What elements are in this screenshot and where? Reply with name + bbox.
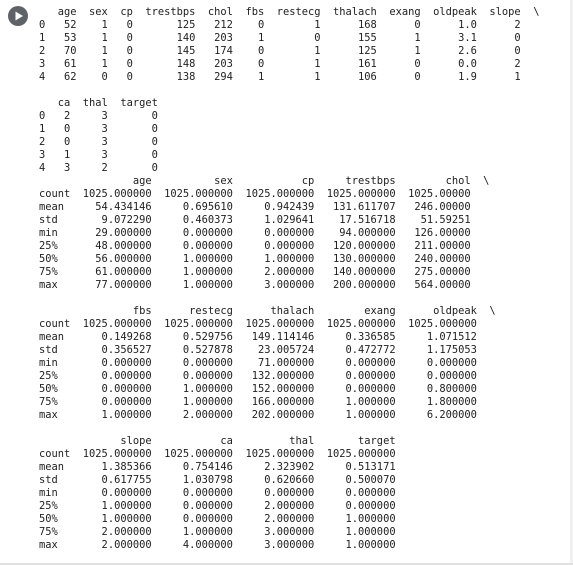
- df-describe-part-1: age sex cp trestbps chol \ count 1025.000000 1025.000000 1025.000000 1025.000000 1025.00000 mean 54.434146 0.695610 0.942439 131.611707 246.00000 std 9.072290 0.460373 1.029641 17.516718 51.59251 min 29.000000 0.000000 0.000000 94.000000 126.00000 25% 48.000000 0.000000 0.000000 120.000000 211.00000 50% 56.000000 1.000000 1.000000 130.000000 240.00000 75% 61.000000 1.000000 2.000000 140.000000 275.00000 max 77.000000 1.000000 3.000000 200.000000 564.00000: [39, 175, 490, 291]
- df-head-part-2: ca thal target 0 2 3 0 1 0 3 0 2 0 3 0 3 1 3 0 4 3 2 0: [39, 97, 158, 174]
- df-describe-part-3: slope ca thal target count 1025.000000 1025.000000 1025.000000 1025.000000 mean 1.385366 0.754146 2.323902 0.513171 std 0.617755 1.030798 0.620660 0.500070 min 0.000000 0.000000 0.000000 0.000000 25% 1.000000 0.000000 2.000000 0.000000 50% 1.000000 0.000000 2.000000 1.000000 75% 2.000000 1.000000 3.000000 1.000000 max 2.000000 4.000000 3.000000 1.000000: [39, 435, 396, 551]
- run-cell-button[interactable]: [8, 6, 28, 26]
- cell-output-area: [39, 6, 569, 561]
- df-head-part-1: age sex cp trestbps chol fbs restecg thalach exang oldpeak slope \ 0 52 1 0 125 212 0 1 168 0 1.0 2 1 53 1 0 140 203 1 0 155 1 3.1 0 2 70 1 0 145 174 0 1 125 1 2.6 0 3 61 1 0 148 203 0 1 161 0 0.0 2 4 62 0 0 138 294 1 1 106 0 1.9 1: [39, 6, 540, 83]
- df-describe-part-2: fbs restecg thalach exang oldpeak \ count 1025.000000 1025.000000 1025.000000 1025.000000 1025.000000 mean 0.149268 0.529756 149.114146 0.336585 1.071512 std 0.356527 0.527878 23.005724 0.472772 1.175053 min 0.000000 0.000000 71.000000 0.000000 0.000000 25% 0.000000 0.000000 132.000000 0.000000 0.000000 50% 0.000000 1.000000 152.000000 0.000000 0.800000 75% 0.000000 1.000000 166.000000 1.000000 1.800000 max 1.000000 2.000000 202.000000 1.000000 6.200000: [39, 305, 496, 421]
- play-icon: [8, 6, 28, 26]
